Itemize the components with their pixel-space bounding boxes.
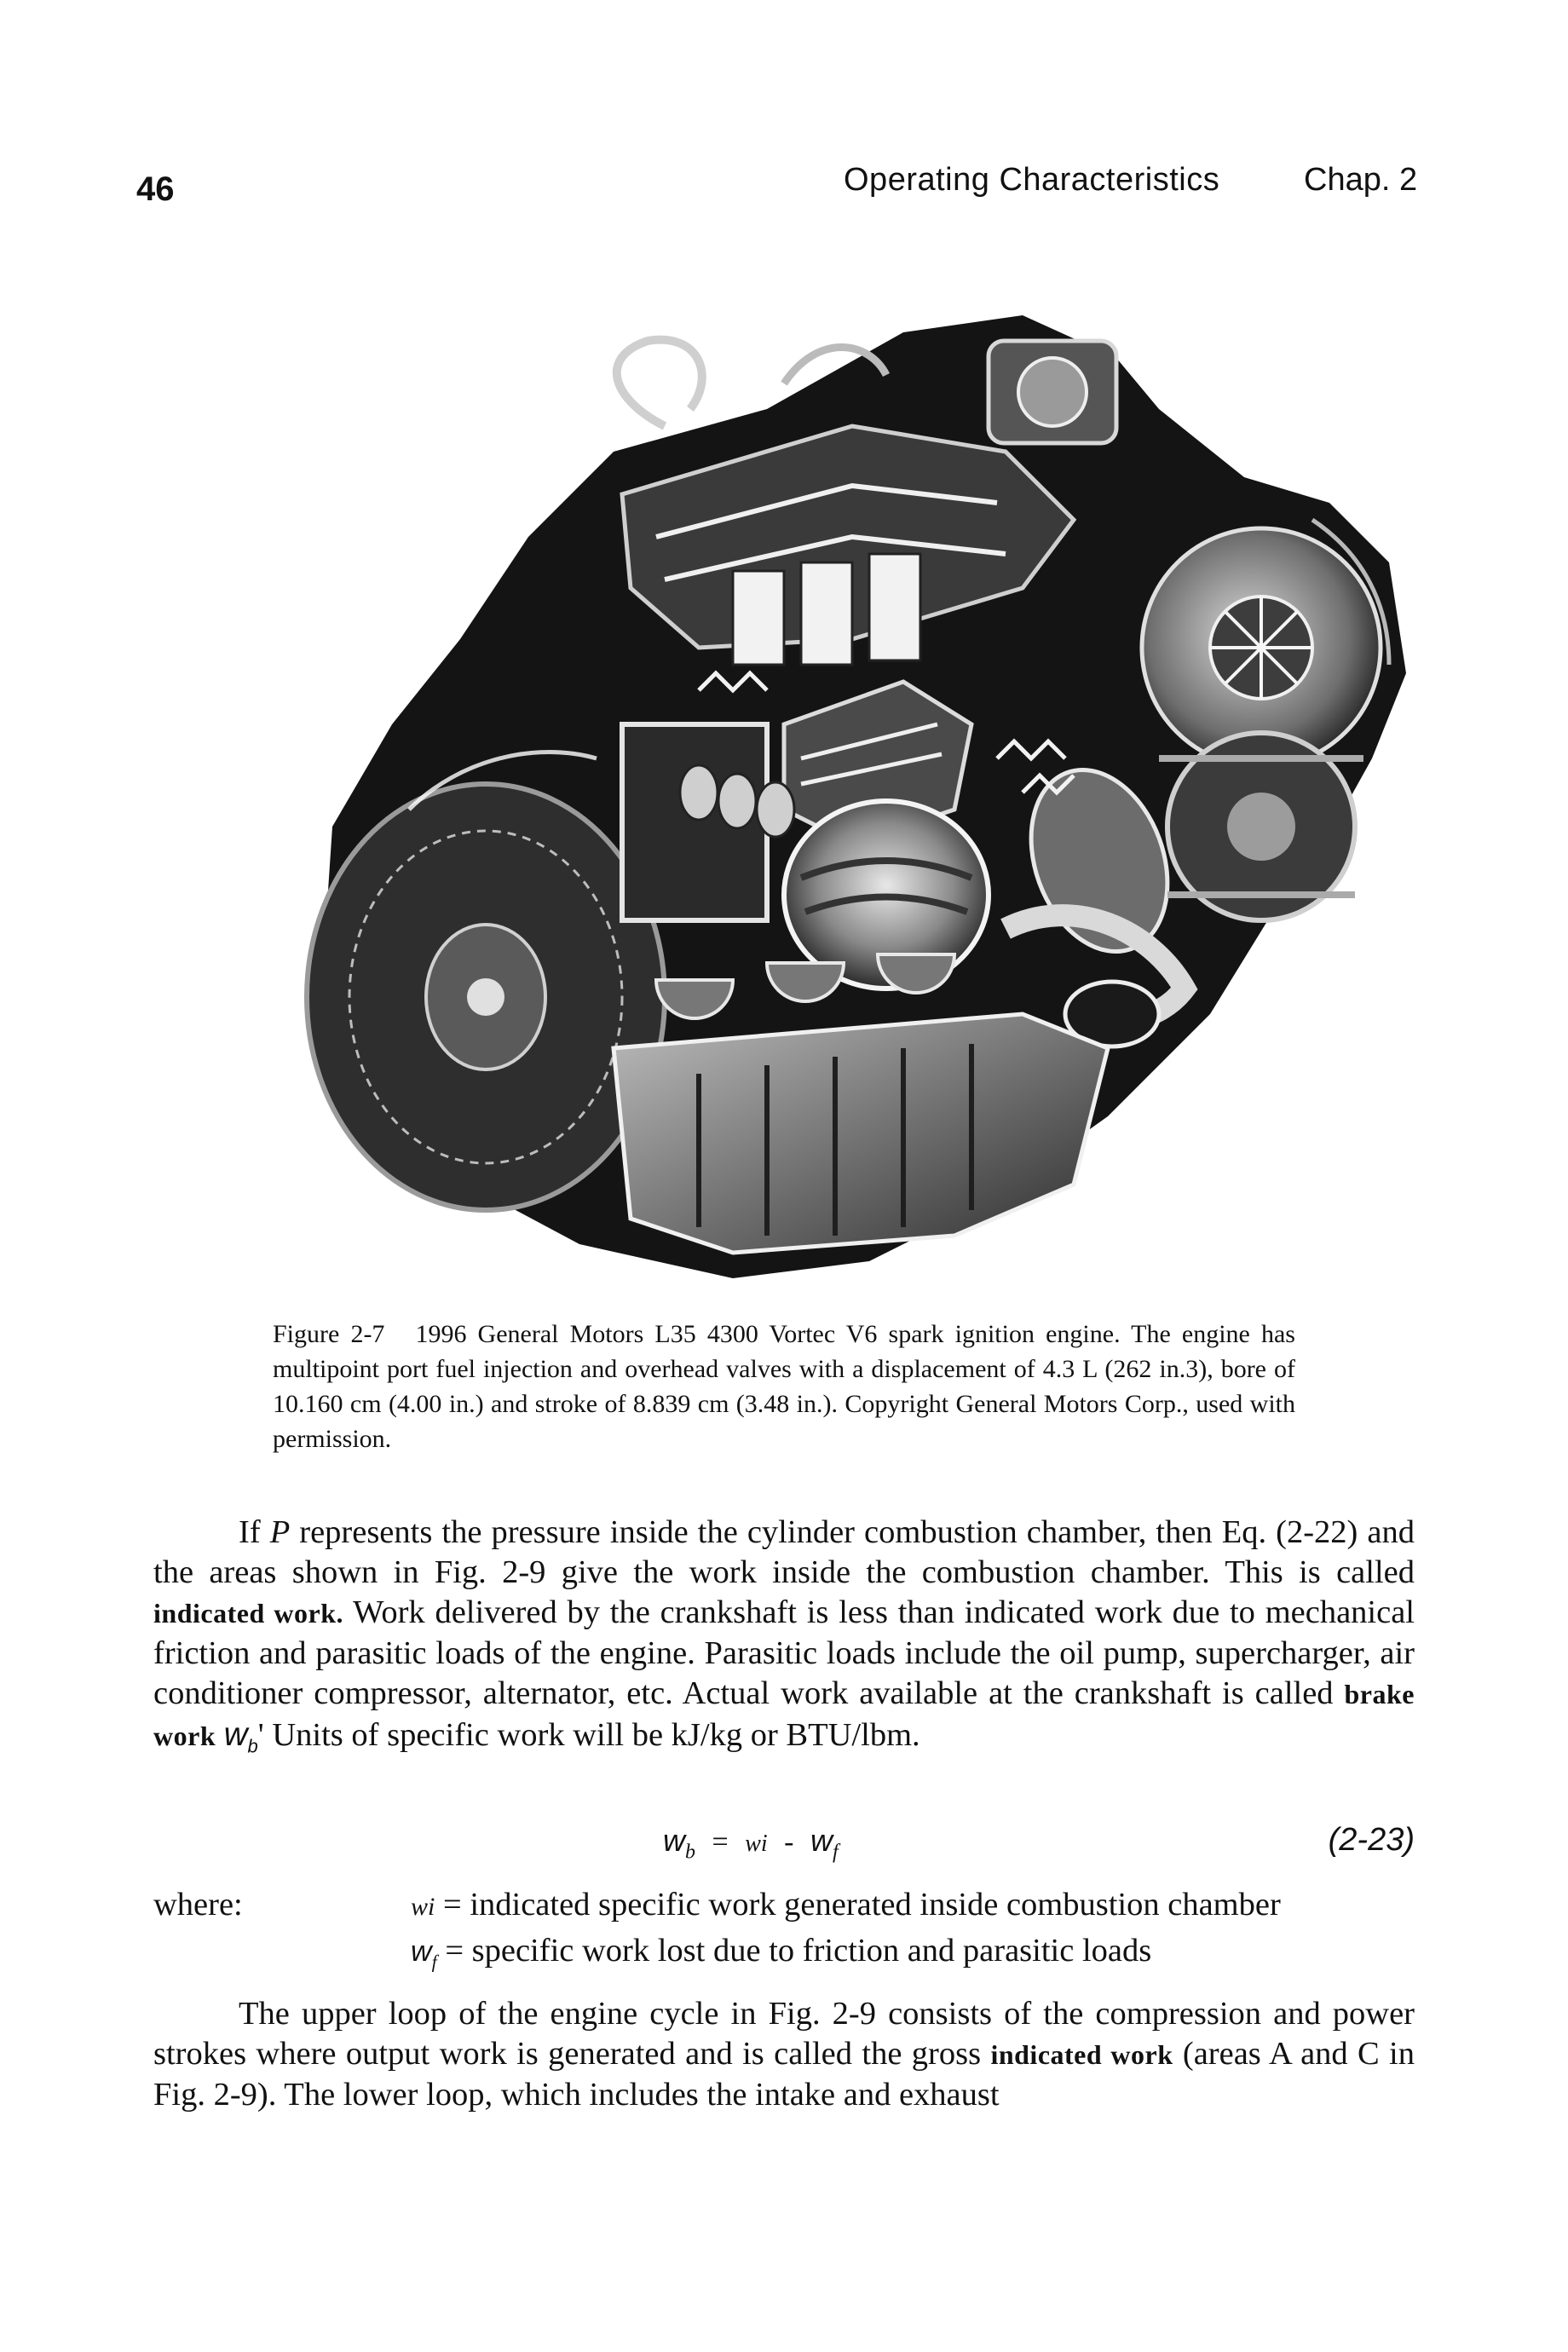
- where-row-indicated: wi = indicated specific work generated inside combustion chamber: [411, 1887, 1281, 1923]
- page-header: [0, 0, 1568, 222]
- pressure-symbol: P: [269, 1514, 291, 1550]
- term-brake-work: brake work: [153, 1679, 1415, 1751]
- equation-body: $w_b$ = wi - $w_f$: [663, 1823, 839, 1864]
- equation-number: (2-23): [1328, 1822, 1415, 1858]
- page-number: 46: [136, 170, 175, 208]
- where-label: where:: [153, 1887, 243, 1923]
- text-run: If: [239, 1514, 270, 1550]
- engine-illustration: [256, 281, 1432, 1295]
- figure-caption: [273, 1317, 1295, 1456]
- text-run: ' Units of specific work will be kJ/kg or BTU/lbm.: [257, 1717, 920, 1753]
- text-run: The upper loop of the engine cycle in Fig. 2-9 consists of the compression and power strokes where output work is generated and is called the gross: [153, 1996, 1415, 2072]
- text-run: represents the pressure inside the cylinder combustion chamber, then Eq. (2-22) and the areas shown in Fig. 2-9 give the work inside the combustion chamber. This is called: [153, 1514, 1415, 1590]
- term-indicated-work: indicated work.: [153, 1598, 344, 1629]
- oil-pan: [614, 1014, 1108, 1253]
- term-gross-indicated-work: indicated work: [990, 2039, 1173, 2070]
- running-title: Operating Characteristics: [844, 162, 1220, 198]
- where-row-friction: $w_f$ = specific work lost due to friction and parasitic loads: [411, 1933, 1152, 1973]
- paragraph: [153, 1994, 1415, 2115]
- brake-work-symbol: $w_b$: [223, 1716, 258, 1757]
- engine-cutaway-figure: [256, 281, 1432, 1295]
- text-run: (areas A and C in Fig. 2-9). The lower loop, which includes the intake and exhaust: [153, 2036, 1415, 2113]
- figure-label: Figure 2-7: [273, 1320, 385, 1348]
- text-run: Work delivered by the crankshaft is less than indicated work due to mechanical friction and parasitic loads of the engine. Parasitic loads include the oil pump, supercharger, air conditioner compressor, alternator, etc. Actual work available at the crankshaft is called: [153, 1594, 1415, 1711]
- caption-text: 1996 General Motors L35 4300 Vortec V6 spark ignition engine. The engine has multipoint port fuel injection and overhead valves with a displacement of 4.3 L (262 in.3), bore of 10.160 cm (4.00 in.) and stroke of 8.839 cm (3.48 in.). Copyright General Motors Corp., used with permission.: [273, 1320, 1295, 1453]
- paragraph: [153, 1513, 1415, 1767]
- equation-2-23: [153, 1822, 1415, 1870]
- chapter-label: Chap. 2: [1304, 162, 1418, 198]
